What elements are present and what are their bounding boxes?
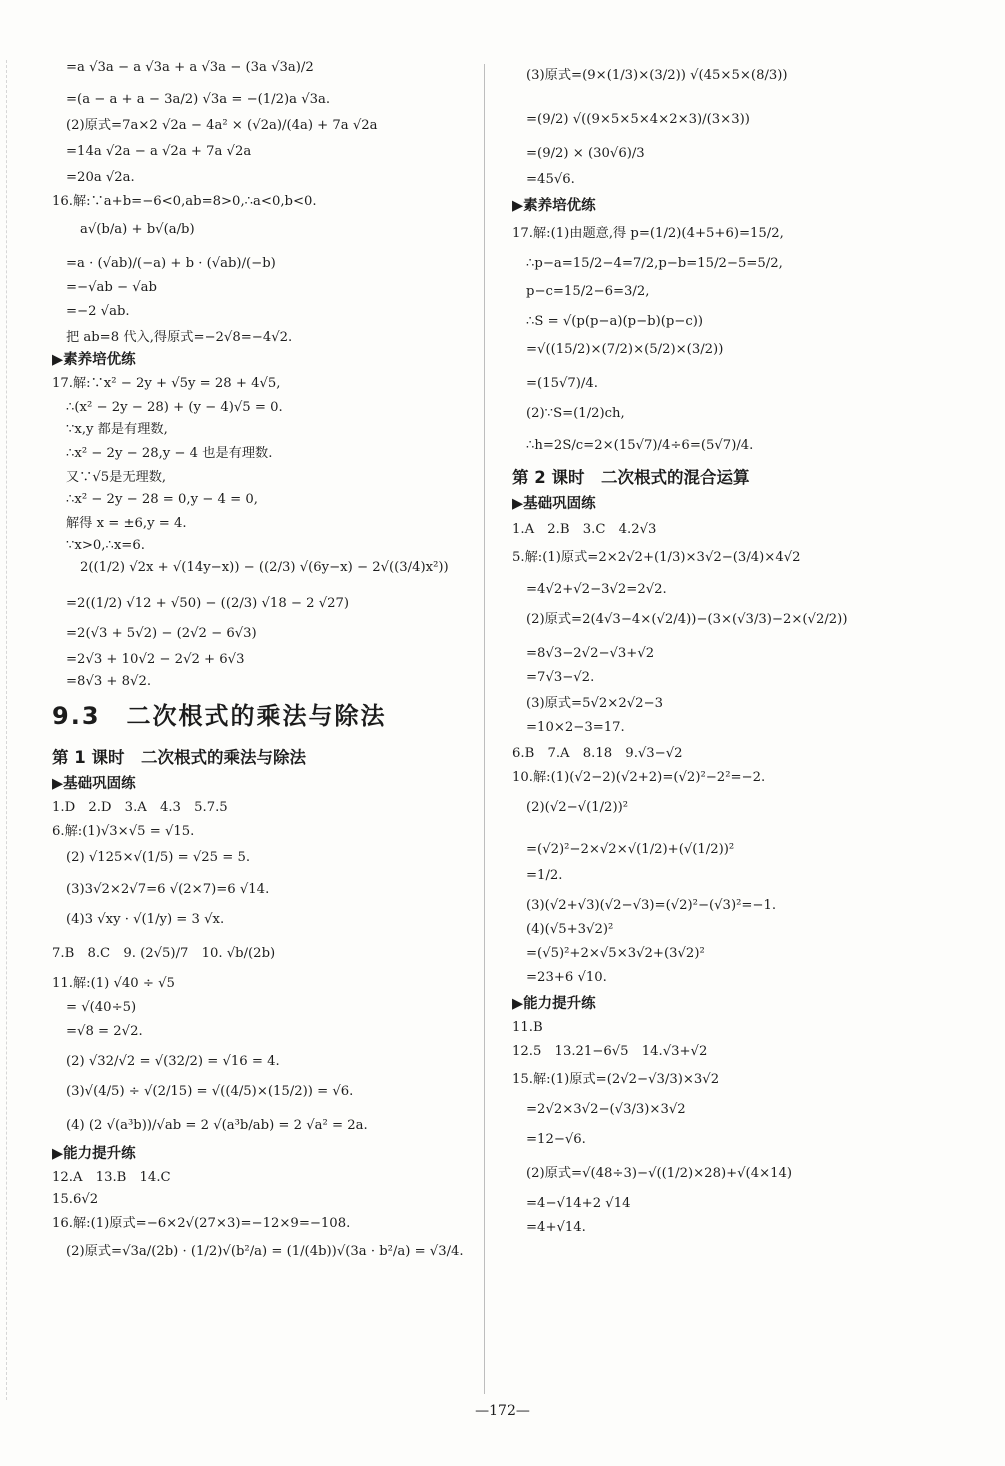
answer-line: ∴S = √(p(p−a)(p−b)(p−c)) — [526, 314, 704, 329]
section-heading: ▶基础巩固练 — [52, 776, 136, 792]
answer-line: =−√ab − √ab — [66, 280, 157, 295]
answer-line: 12.5 13.21−6√5 14.√3+√2 — [512, 1044, 708, 1059]
answer-line: 5.解:(1)原式=2×2√2+(1/3)×3√2−(3/4)×4√2 — [512, 550, 801, 565]
answer-line: =2((1/2) √12 + √50) − ((2/3) √18 − 2 √27) — [66, 596, 350, 611]
answer-line: =(a − a + a − 3a/2) √3a = −(1/2)a √3a. — [66, 92, 331, 107]
answer-line: (2) √32/√2 = √(32/2) = √16 = 4. — [66, 1054, 280, 1069]
answer-line: =4+√14. — [526, 1220, 586, 1235]
answer-line: = √(40÷5) — [66, 1000, 137, 1015]
lesson-title: 第 1 课时 二次根式的乘法与除法 — [52, 748, 306, 767]
answer-line: (2)原式=√3a/(2b) · (1/2)√(b²/a) = (1/(4b))√(3a · b²/a) = √3/4. — [66, 1244, 464, 1259]
answer-line: =23+6 √10. — [526, 970, 607, 985]
answer-line: (3)(√2+√3)(√2−√3)=(√2)²−(√3)²=−1. — [526, 898, 777, 913]
answer-line: ∵x,y 都是有理数, — [66, 422, 168, 437]
answer-line: (3)3√2×2√7=6 √(2×7)=6 √14. — [66, 882, 270, 897]
answer-line: =(9/2) × (30√6)/3 — [526, 146, 645, 161]
answer-line: =12−√6. — [526, 1132, 586, 1147]
answer-line: ∴(x² − 2y − 28) + (y − 4)√5 = 0. — [66, 400, 283, 415]
answer-line: 6.B 7.A 8.18 9.√3−√2 — [512, 746, 683, 761]
answer-line: =8√3 + 8√2. — [66, 674, 152, 689]
answer-line: 16.解:∵a+b=−6<0,ab=8>0,∴a<0,b<0. — [52, 194, 317, 209]
answer-line: ∴p−a=15/2−4=7/2,p−b=15/2−5=5/2, — [526, 256, 783, 271]
answer-line: =a · (√ab)/(−a) + b · (√ab)/(−b) — [66, 256, 276, 271]
section-heading: ▶能力提升练 — [512, 996, 596, 1012]
answer-line: ∵x>0,∴x=6. — [66, 538, 145, 553]
answer-line: 16.解:(1)原式=−6×2√(27×3)=−12×9=−108. — [52, 1216, 351, 1231]
section-heading: ▶能力提升练 — [52, 1146, 136, 1162]
answer-line: p−c=15/2−6=3/2, — [526, 284, 650, 299]
answer-line: =4√2+√2−3√2=2√2. — [526, 582, 667, 597]
answer-line: =2√2×3√2−(√3/3)×3√2 — [526, 1102, 686, 1117]
answer-line: a√(b/a) + b√(a/b) — [80, 222, 195, 237]
answer-line: =2√3 + 10√2 − 2√2 + 6√3 — [66, 652, 245, 667]
answer-line: (4) (2 √(a³b))/√ab = 2 √(a³b/ab) = 2 √a² = 2a. — [66, 1118, 368, 1133]
answer-line: 6.解:(1)√3×√5 = √15. — [52, 824, 195, 839]
answer-line: 1.A 2.B 3.C 4.2√3 — [512, 522, 657, 537]
answer-line: 7.B 8.C 9. (2√5)/7 10. √b/(2b) — [52, 946, 276, 961]
answer-line: =(9/2) √((9×5×5×4×2×3)/(3×3)) — [526, 112, 750, 127]
answer-line: =14a √2a − a √2a + 7a √2a — [66, 144, 252, 159]
answer-line: 2((1/2) √2x + √(14y−x)) − ((2/3) √(6y−x) − 2√((3/4)x²)) — [80, 560, 449, 575]
answer-line: 10.解:(1)(√2−2)(√2+2)=(√2)²−2²=−2. — [512, 770, 766, 785]
answer-line: 解得 x = ±6,y = 4. — [66, 516, 187, 531]
answer-line: (2) √125×√(1/5) = √25 = 5. — [66, 850, 251, 865]
answer-line: (2)∵S=(1/2)ch, — [526, 406, 625, 421]
answer-line: =10×2−3=17. — [526, 720, 625, 735]
answer-line: 把 ab=8 代入,得原式=−2√8=−4√2. — [66, 330, 293, 345]
answer-line: (4)(√5+3√2)² — [526, 922, 614, 937]
answer-line: =8√3−2√2−√3+√2 — [526, 646, 655, 661]
answer-line: 15.解:(1)原式=(2√2−√3/3)×3√2 — [512, 1072, 720, 1087]
answer-line: (3)原式=(9×(1/3)×(3/2)) √(45×5×(8/3)) — [526, 68, 788, 83]
answer-line: =−2 √ab. — [66, 304, 130, 319]
answer-line: =45√6. — [526, 172, 575, 187]
answer-line: (4)3 √xy · √(1/y) = 3 √x. — [66, 912, 225, 927]
page-number: —172— — [475, 1403, 530, 1419]
answer-line: =(√2)²−2×√2×√(1/2)+(√(1/2))² — [526, 842, 735, 857]
answer-line: =√((15/2)×(7/2)×(5/2)×(3/2)) — [526, 342, 724, 357]
answer-line: 12.A 13.B 14.C — [52, 1170, 171, 1185]
answer-line: =2(√3 + 5√2) − (2√2 − 6√3) — [66, 626, 257, 641]
answer-line: =a √3a − a √3a + a √3a − (3a √3a)/2 — [66, 60, 314, 75]
answer-line: =(15√7)/4. — [526, 376, 598, 391]
answer-line: =√8 = 2√2. — [66, 1024, 143, 1039]
page-edge — [0, 60, 7, 1400]
answer-line: =4−√14+2 √14 — [526, 1196, 631, 1211]
answer-line: =(√5)²+2×√5×3√2+(3√2)² — [526, 946, 705, 961]
answer-line: (2)原式=2(4√3−4×(√2/4))−(3×(√3/3)−2×(√2/2)) — [526, 612, 848, 627]
answer-line: 17.解:∵x² − 2y + √5y = 28 + 4√5, — [52, 376, 281, 391]
answer-line: =1/2. — [526, 868, 563, 883]
answer-line: ∴h=2S/c=2×(15√7)/4÷6=(5√7)/4. — [526, 438, 754, 453]
section-heading: ▶素养培优练 — [512, 198, 596, 214]
answer-line: (2)原式=7a×2 √2a − 4a² × (√2a)/(4a) + 7a √2a — [66, 118, 378, 133]
answer-line: 15.6√2 — [52, 1192, 99, 1207]
lesson-title: 第 2 课时 二次根式的混合运算 — [512, 468, 750, 487]
answer-line: (3)√(4/5) ÷ √(2/15) = √((4/5)×(15/2)) = √6. — [66, 1084, 354, 1099]
answer-line: 又∵√5是无理数, — [66, 470, 167, 485]
answer-line: 1.D 2.D 3.A 4.3 5.7.5 — [52, 800, 228, 815]
answer-line: ∴x² − 2y − 28 = 0,y − 4 = 0, — [66, 492, 258, 507]
section-heading: ▶素养培优练 — [52, 352, 136, 368]
answer-line: (2)(√2−√(1/2))² — [526, 800, 629, 815]
answer-line: 11.B — [512, 1020, 543, 1035]
section-heading: ▶基础巩固练 — [512, 496, 596, 512]
answer-line: =7√3−√2. — [526, 670, 595, 685]
column-divider — [484, 64, 485, 1394]
answer-line: (2)原式=√(48÷3)−√((1/2)×28)+√(4×14) — [526, 1166, 793, 1181]
answer-line: 11.解:(1) √40 ÷ √5 — [52, 976, 175, 991]
answer-line: 17.解:(1)由题意,得 p=(1/2)(4+5+6)=15/2, — [512, 226, 784, 241]
answer-line: (3)原式=5√2×2√2−3 — [526, 696, 663, 711]
answer-line: =20a √2a. — [66, 170, 135, 185]
chapter-title: 9.3 二次根式的乘法与除法 — [52, 702, 387, 730]
answer-line: ∴x² − 2y − 28,y − 4 也是有理数. — [66, 446, 273, 461]
